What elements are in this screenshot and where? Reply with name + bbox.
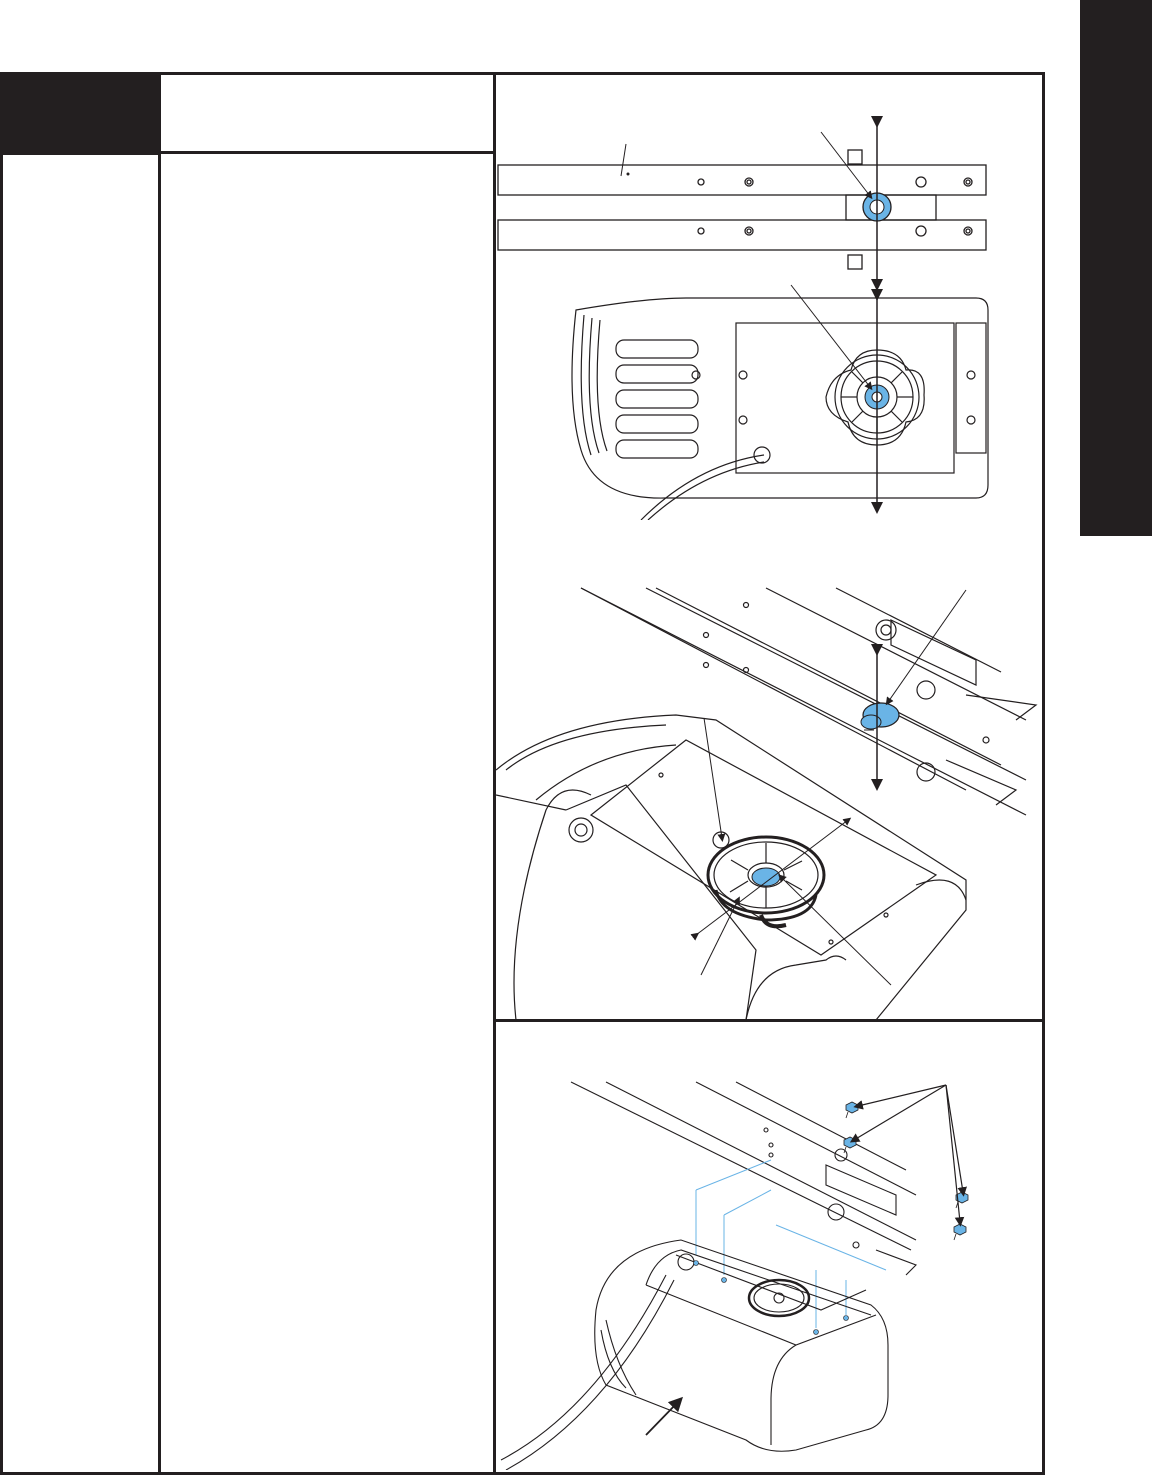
opener-perspective: [496, 715, 966, 1020]
alignment-lines: [696, 1160, 886, 1328]
opener-top-view: [572, 298, 988, 520]
mounting-holes-highlight: [694, 1261, 849, 1335]
top-view-figure: [496, 110, 1042, 520]
step-column-divider: [158, 72, 161, 1475]
rail-top-view: [498, 150, 986, 269]
title-divider: [160, 151, 495, 154]
opener-perspective: [501, 1240, 888, 1470]
rail-perspective: [581, 588, 1036, 815]
step-number-header: [0, 74, 160, 152]
table-left-border: [0, 72, 3, 1475]
step-header-bottom: [0, 152, 160, 155]
table-bottom-border: [0, 1472, 1045, 1475]
rail-perspective: [571, 1082, 916, 1275]
drive-shaft-highlight: [861, 703, 899, 730]
bolt-callout-arrows: [854, 1085, 963, 1222]
sprocket-small: [749, 1280, 809, 1316]
perspective-figure: [496, 580, 1042, 1020]
bolt-installation-figure: [496, 1070, 1042, 1470]
section-tab: [1080, 0, 1152, 536]
sprocket-center-highlight: [752, 868, 780, 886]
